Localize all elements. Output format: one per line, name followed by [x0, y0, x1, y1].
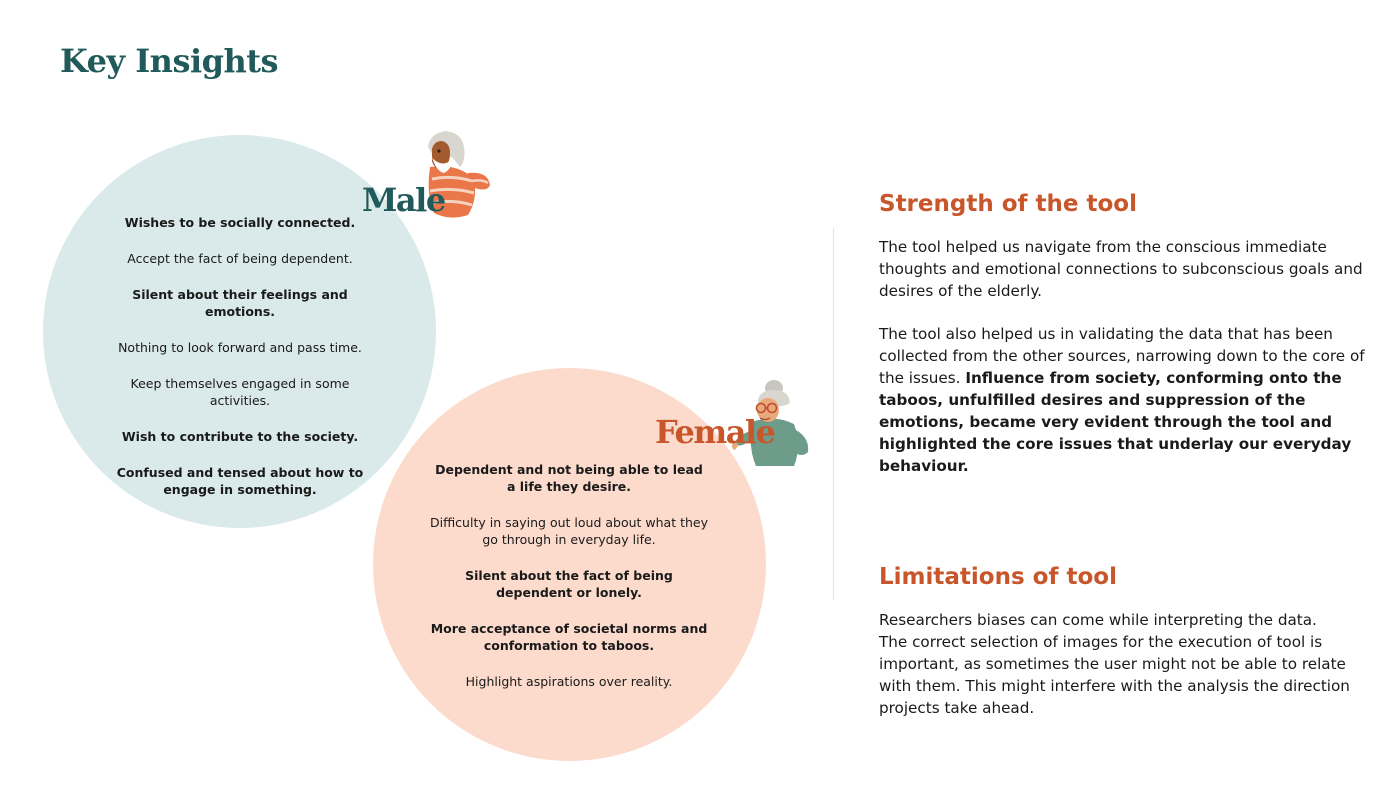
spacer — [100, 445, 380, 464]
strength-heading: Strength of the tool — [879, 191, 1137, 217]
limitations-heading: Limitations of tool — [879, 564, 1117, 590]
insight-item: More acceptance of societal norms and conformation to taboos. — [430, 621, 708, 653]
spacer — [429, 654, 709, 673]
spacer — [429, 548, 709, 567]
spacer — [100, 320, 380, 339]
male-insights-list — [100, 214, 380, 498]
insight-item: Nothing to look forward and pass time. — [118, 340, 362, 355]
spacer — [100, 231, 380, 250]
spacer — [429, 495, 709, 514]
spacer — [429, 601, 709, 620]
spacer — [100, 267, 380, 286]
strength-body — [879, 236, 1379, 477]
section-divider — [833, 228, 834, 600]
insight-item: Accept the fact of being dependent. — [127, 251, 353, 266]
spacer — [100, 356, 380, 375]
female-insights-list — [429, 461, 709, 690]
limitations-para-2: The correct selection of images for the execution of tool is important, as sometimes the user might not be able to relate with them. This might interfere with the analysis the direction projects take ahead. — [879, 633, 1350, 717]
strength-para-1: The tool helped us navigate from the conscious immediate thoughts and emotional connections to subconscious goals and desires of the elderly. — [879, 238, 1363, 300]
spacer — [100, 409, 380, 428]
page-title: Key Insights — [60, 42, 279, 80]
strength-para-2: The tool also helped us in validating the data that has been collected from the other sources, narrowing down to the core of the issues. — [879, 325, 1365, 387]
male-label: Male — [362, 181, 445, 219]
insight-item: Dependent and not being able to lead a life they desire. — [435, 462, 703, 494]
insight-item: Difficulty in saying out loud about what they go through in everyday life. — [430, 515, 708, 547]
limitations-body — [879, 609, 1379, 719]
limitations-para-1: Researchers biases can come while interpreting the data. — [879, 611, 1317, 629]
female-label: Female — [655, 413, 775, 451]
insight-item: Highlight aspirations over reality. — [465, 674, 673, 689]
insight-item: Wish to contribute to the society. — [121, 429, 359, 444]
insight-item: Keep themselves engaged in some activities. — [130, 376, 350, 408]
insight-item: Silent about the fact of being dependent or lonely. — [465, 568, 673, 600]
strength-highlight: Influence from society, conforming onto the taboos, unfulfilled desires and suppression of the emotions, became very evident through the tool and highlighted the core issues that underlay our everyday behaviour. — [879, 369, 1352, 475]
insight-item: Silent about their feelings and emotions. — [132, 287, 348, 319]
insight-item: Wishes to be socially connected. — [124, 215, 356, 230]
insight-item: Confused and tensed about how to engage in something. — [116, 465, 364, 497]
